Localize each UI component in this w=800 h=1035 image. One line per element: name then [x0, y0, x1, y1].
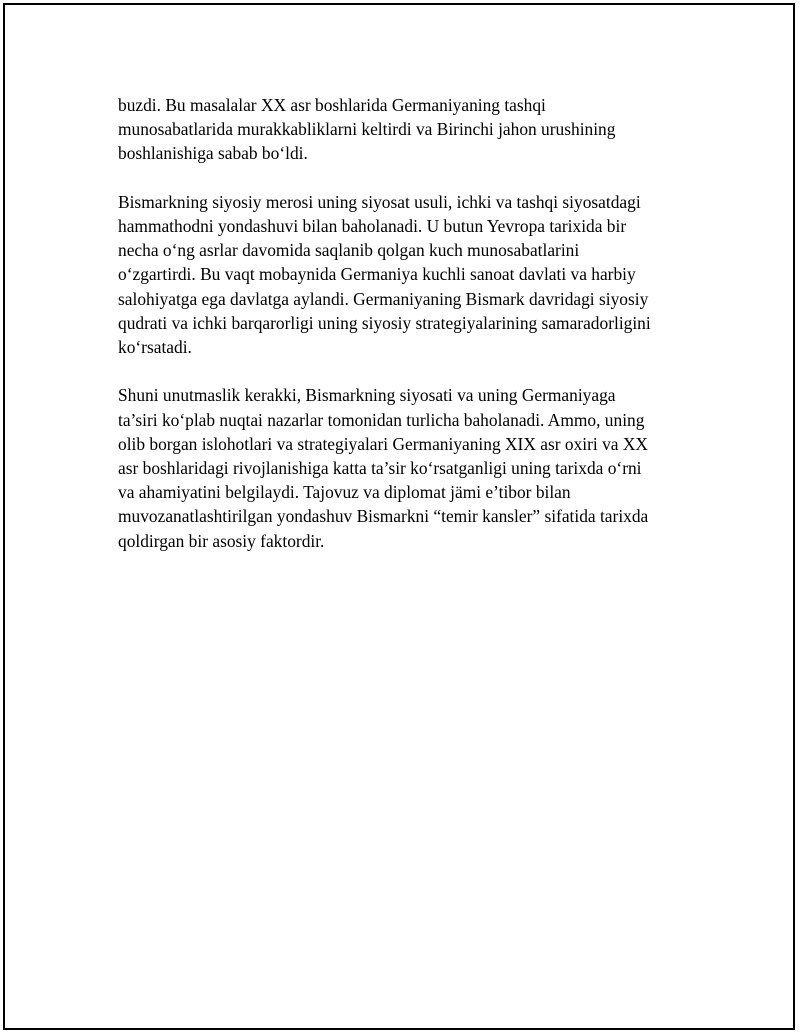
paragraph-2	[118, 190, 698, 359]
document-body	[118, 93, 698, 577]
text-line: buzdi. Bu masalalar XX asr boshlarida Germaniyaning tashqi	[118, 95, 546, 115]
text-line: asr boshlaridagi rivojlanishiga katta ta’sir ko‘rsatganligi uning tarixda o‘rni	[118, 458, 642, 479]
text-line: Shuni unutmaslik kerakki, Bismarkning siyosati va uning Germaniyaga	[118, 385, 616, 406]
text-line: boshlanishiga sabab bo‘ldi.	[118, 143, 308, 164]
text-line: salohiyatga ega davlatga aylandi. Germaniyaning Bismark davridagi siyosiy	[118, 288, 649, 309]
text-line: olib borgan islohotlari va strategiyalari Germaniyaning XIX asr oxiri va XX	[118, 433, 648, 454]
text-line: o‘zgartirdi. Bu vaqt mobaynida Germaniya kuchli sanoat davlati va harbiy	[118, 264, 636, 285]
paragraph-3	[118, 383, 698, 552]
text-line: qudrati va ichki barqarorligi uning siyosiy strategiyalarining samaradorligini	[118, 312, 651, 333]
text-line: ko‘rsatadi.	[118, 337, 192, 358]
text-line: muvozanatlashtirilgan yondashuv Bismarkni “temir kansler” sifatida tarixda	[118, 506, 649, 527]
text-line: munosabatlarida murakkabliklarni keltirdi va Birinchi jahon urushining	[118, 119, 616, 140]
text-line: hammathodni yondashuvi bilan baholanadi. U butun Yevropa tarixida bir	[118, 216, 627, 236]
text-line: Bismarkning siyosiy merosi uning siyosat usuli, ichki va tashqi siyosatdagi	[118, 191, 641, 212]
text-line: necha o‘ng asrlar davomida saqlanib qolgan kuch munosabatlarini	[118, 240, 580, 261]
text-line: ta’siri ko‘plab nuqtai nazarlar tomonidan turlicha baholanadi. Ammo, uning	[118, 409, 645, 430]
text-line: va ahamiyatini belgilaydi. Tajovuz va diplomat jämi e’tibor bilan	[118, 482, 571, 503]
paragraph-1	[118, 93, 698, 166]
text-line: qoldirgan bir asosiy faktordir.	[118, 530, 325, 551]
